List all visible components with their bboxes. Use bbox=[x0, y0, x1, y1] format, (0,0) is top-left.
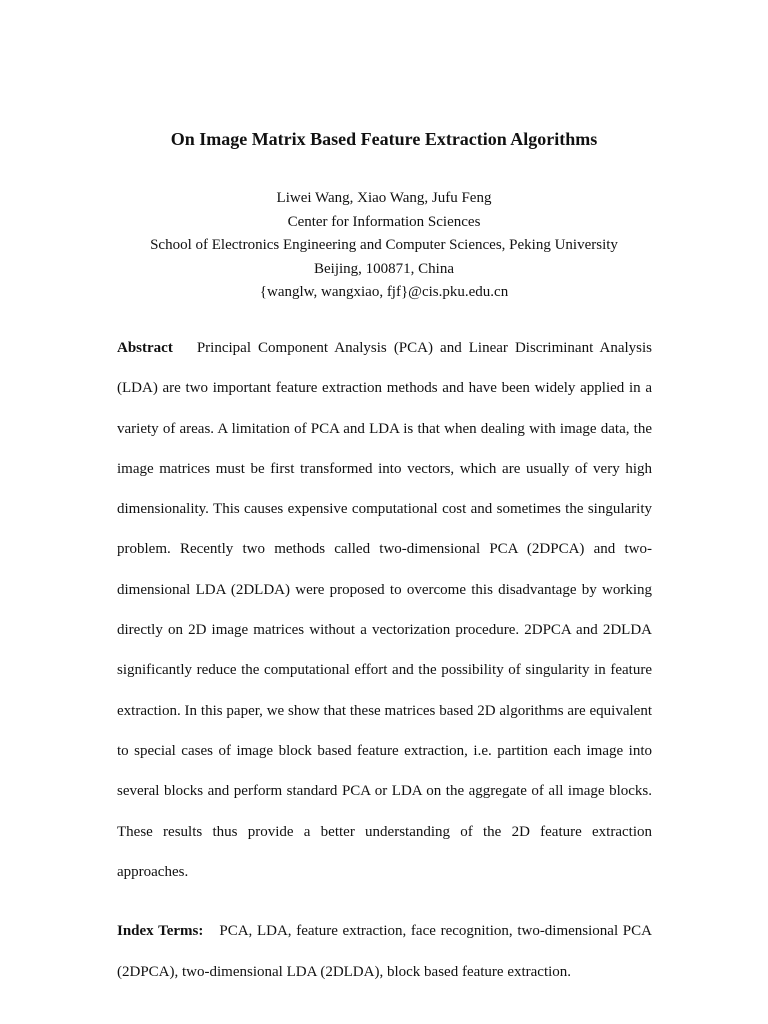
paper-title: On Image Matrix Based Feature Extraction Algorithms bbox=[170, 129, 598, 149]
index-terms-text: PCA, LDA, feature extraction, face recognition, two-dimensional PCA (2DPCA), two-dimensional LDA (2DLDA), block based feature extraction. bbox=[117, 923, 652, 980]
abstract-text: Principal Component Analysis (PCA) and Linear Discriminant Analysis (LDA) are two important feature extraction methods and have been widely applied in a variety of areas. A limitation of PCA and LDA is that when dealing with image data, the image matrices must be first transformed into vectors, which are usually of very high dimensionality. This causes expensive computational cost and sometimes the singularity problem. Recently two methods called two-dimensional PCA (2DPCA) and two-dimensional LDA (2DLDA) were proposed to overcome this disadvantage by working directly on 2D image matrices without a vectorization procedure. 2DPCA and 2DLDA significantly reduce the computational effort and the possibility of singularity in feature extraction. In this paper, we show that these matrices based 2D algorithms are equivalent to special cases of image block based feature extraction, i.e. partition each image into several blocks and perform standard PCA or LDA on the aggregate of all image blocks. These results thus provide a better understanding of the 2D feature extraction approaches. bbox=[117, 340, 652, 880]
affiliation-location: Beijing, 100871, China bbox=[314, 260, 454, 277]
index-terms-label: Index Terms: bbox=[117, 923, 204, 939]
abstract-section bbox=[117, 328, 652, 892]
abstract-label: Abstract bbox=[117, 340, 173, 356]
author-names: Liwei Wang, Xiao Wang, Jufu Feng bbox=[276, 190, 492, 206]
author-emails: {wanglw, wangxiao, fjf}@cis.pku.edu.cn bbox=[259, 284, 509, 300]
affiliation-center: Center for Information Sciences bbox=[287, 213, 481, 230]
index-terms-section bbox=[117, 911, 652, 993]
affiliation-school: School of Electronics Engineering and Computer Sciences, Peking University bbox=[150, 237, 618, 253]
author-block bbox=[0, 187, 768, 305]
